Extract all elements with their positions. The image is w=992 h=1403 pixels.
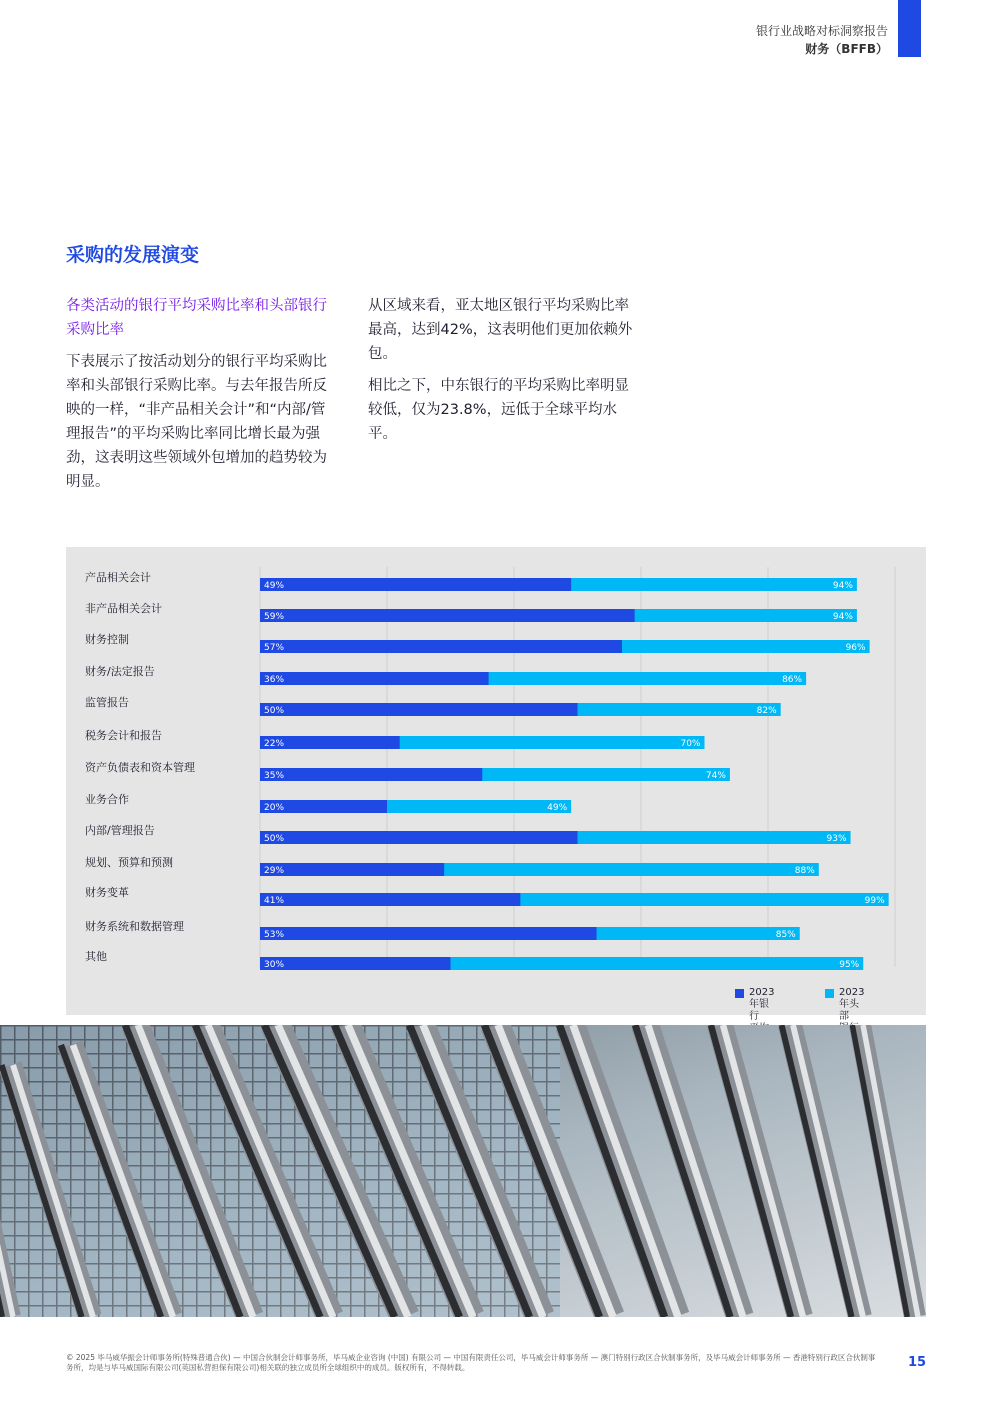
data-label-top-bank: 93% bbox=[826, 834, 847, 844]
category-label: 规划、预算和预测 bbox=[85, 856, 173, 869]
data-label-top-bank: 86% bbox=[782, 675, 803, 685]
data-label-bank-average: 20% bbox=[264, 803, 285, 813]
steel-pipes-image bbox=[0, 1025, 926, 1317]
data-label-bank-average: 22% bbox=[264, 739, 285, 749]
category-label: 监管报告 bbox=[85, 696, 129, 709]
footer-copyright: © 2025 毕马威华振会计师事务所(特殊普通合伙) — 中国合伙制会计师事务所，毕马威企业咨询 (中国) 有限公司 — 中国有限责任公司，毕马威会计师事务所 — 澳门特别行政区合伙制事务所，及毕马威会计师事务所 — 香港特别行政区合伙制事务所，均是与毕马威国际有限公司(英国私营担保有限公司)相关联的独立成员所全球组织中的成员。版权所有，不得转载。 bbox=[66, 1353, 876, 1372]
left-body-text: 下表展示了按活动划分的银行平均采购比率和头部银行采购比率。与去年报告所反映的一样，“非产品相关会计”和“内部/管理报告”的平均采购比率同比增长最为强劲，这表明这些领域外包增加的趋势较为明显。 bbox=[66, 354, 327, 490]
legend-label-bank-average: 2023年银行 bbox=[749, 987, 775, 1022]
report-subtitle: 财务（BFFB） bbox=[805, 42, 888, 56]
data-label-top-bank: 82% bbox=[756, 706, 777, 716]
data-label-bank-average: 29% bbox=[264, 866, 285, 876]
data-label-top-bank: 94% bbox=[832, 612, 853, 622]
bar-bank-average bbox=[260, 609, 635, 622]
bar-bank-average bbox=[260, 893, 520, 906]
bar-bank-average bbox=[260, 640, 622, 653]
chart-panel bbox=[66, 547, 926, 1015]
data-label-top-bank: 49% bbox=[547, 803, 568, 813]
data-label-top-bank: 99% bbox=[864, 896, 885, 906]
category-label: 财务变革 bbox=[85, 886, 129, 899]
bar-bank-average bbox=[260, 957, 451, 970]
bar-bank-average bbox=[260, 927, 597, 940]
data-label-top-bank: 94% bbox=[832, 581, 853, 591]
data-label-bank-average: 50% bbox=[264, 834, 285, 844]
data-label-top-bank: 70% bbox=[680, 739, 701, 749]
page-number: 15 bbox=[908, 1355, 927, 1370]
header bbox=[756, 22, 888, 58]
architecture-photo bbox=[0, 1025, 926, 1317]
report-title: 银行业战略对标洞察报告 bbox=[755, 24, 888, 38]
data-label-bank-average: 36% bbox=[264, 675, 285, 685]
data-label-top-bank: 96% bbox=[845, 643, 866, 653]
data-label-bank-average: 30% bbox=[264, 960, 285, 970]
category-label: 非产品相关会计 bbox=[85, 602, 162, 615]
category-label: 内部/管理报告 bbox=[85, 824, 155, 837]
legend-label-top-bank: 2023年头部 bbox=[839, 987, 865, 1022]
data-label-bank-average: 59% bbox=[264, 612, 285, 622]
data-label-bank-average: 49% bbox=[264, 581, 285, 591]
legend-swatch-top-bank bbox=[825, 989, 834, 998]
bar-chart bbox=[66, 547, 926, 1015]
data-label-bank-average: 41% bbox=[264, 896, 285, 906]
category-label: 税务会计和报告 bbox=[85, 729, 162, 742]
right-para-1: 从区域来看，亚太地区银行平均采购比率最高，达到42%，这表明他们更加依赖外包。 bbox=[368, 298, 633, 362]
bar-bank-average bbox=[260, 863, 444, 876]
category-label: 资产负债表和资本管理 bbox=[85, 761, 195, 774]
right-column bbox=[368, 294, 636, 454]
bar-bank-average bbox=[260, 672, 489, 685]
category-label: 其他 bbox=[85, 950, 107, 963]
chart-subhead: 各类活动的银行平均采购比率和头部银行采购比率 bbox=[66, 298, 327, 338]
category-label: 财务控制 bbox=[85, 633, 129, 646]
data-label-top-bank: 95% bbox=[839, 960, 860, 970]
left-column bbox=[66, 294, 334, 502]
category-label: 财务系统和数据管理 bbox=[85, 920, 184, 933]
data-label-bank-average: 35% bbox=[264, 771, 285, 781]
category-label: 财务/法定报告 bbox=[85, 665, 155, 678]
bar-bank-average bbox=[260, 578, 571, 591]
category-label: 产品相关会计 bbox=[85, 571, 151, 584]
data-label-top-bank: 85% bbox=[775, 930, 796, 940]
data-label-top-bank: 88% bbox=[794, 866, 815, 876]
data-label-bank-average: 53% bbox=[264, 930, 285, 940]
bar-bank-average bbox=[260, 831, 578, 844]
header-accent-bar bbox=[898, 0, 921, 57]
bar-bank-average bbox=[260, 768, 482, 781]
data-label-top-bank: 74% bbox=[705, 771, 726, 781]
bar-bank-average bbox=[260, 703, 578, 716]
data-label-bank-average: 57% bbox=[264, 643, 285, 653]
section-title: 采购的发展演变 bbox=[66, 244, 200, 266]
right-para-2: 相比之下，中东银行的平均采购比率明显较低，仅为23.8%，远低于全球平均水平。 bbox=[368, 378, 629, 442]
category-label: 业务合作 bbox=[85, 793, 129, 806]
legend-swatch-bank-average bbox=[735, 989, 744, 998]
data-label-bank-average: 50% bbox=[264, 706, 285, 716]
